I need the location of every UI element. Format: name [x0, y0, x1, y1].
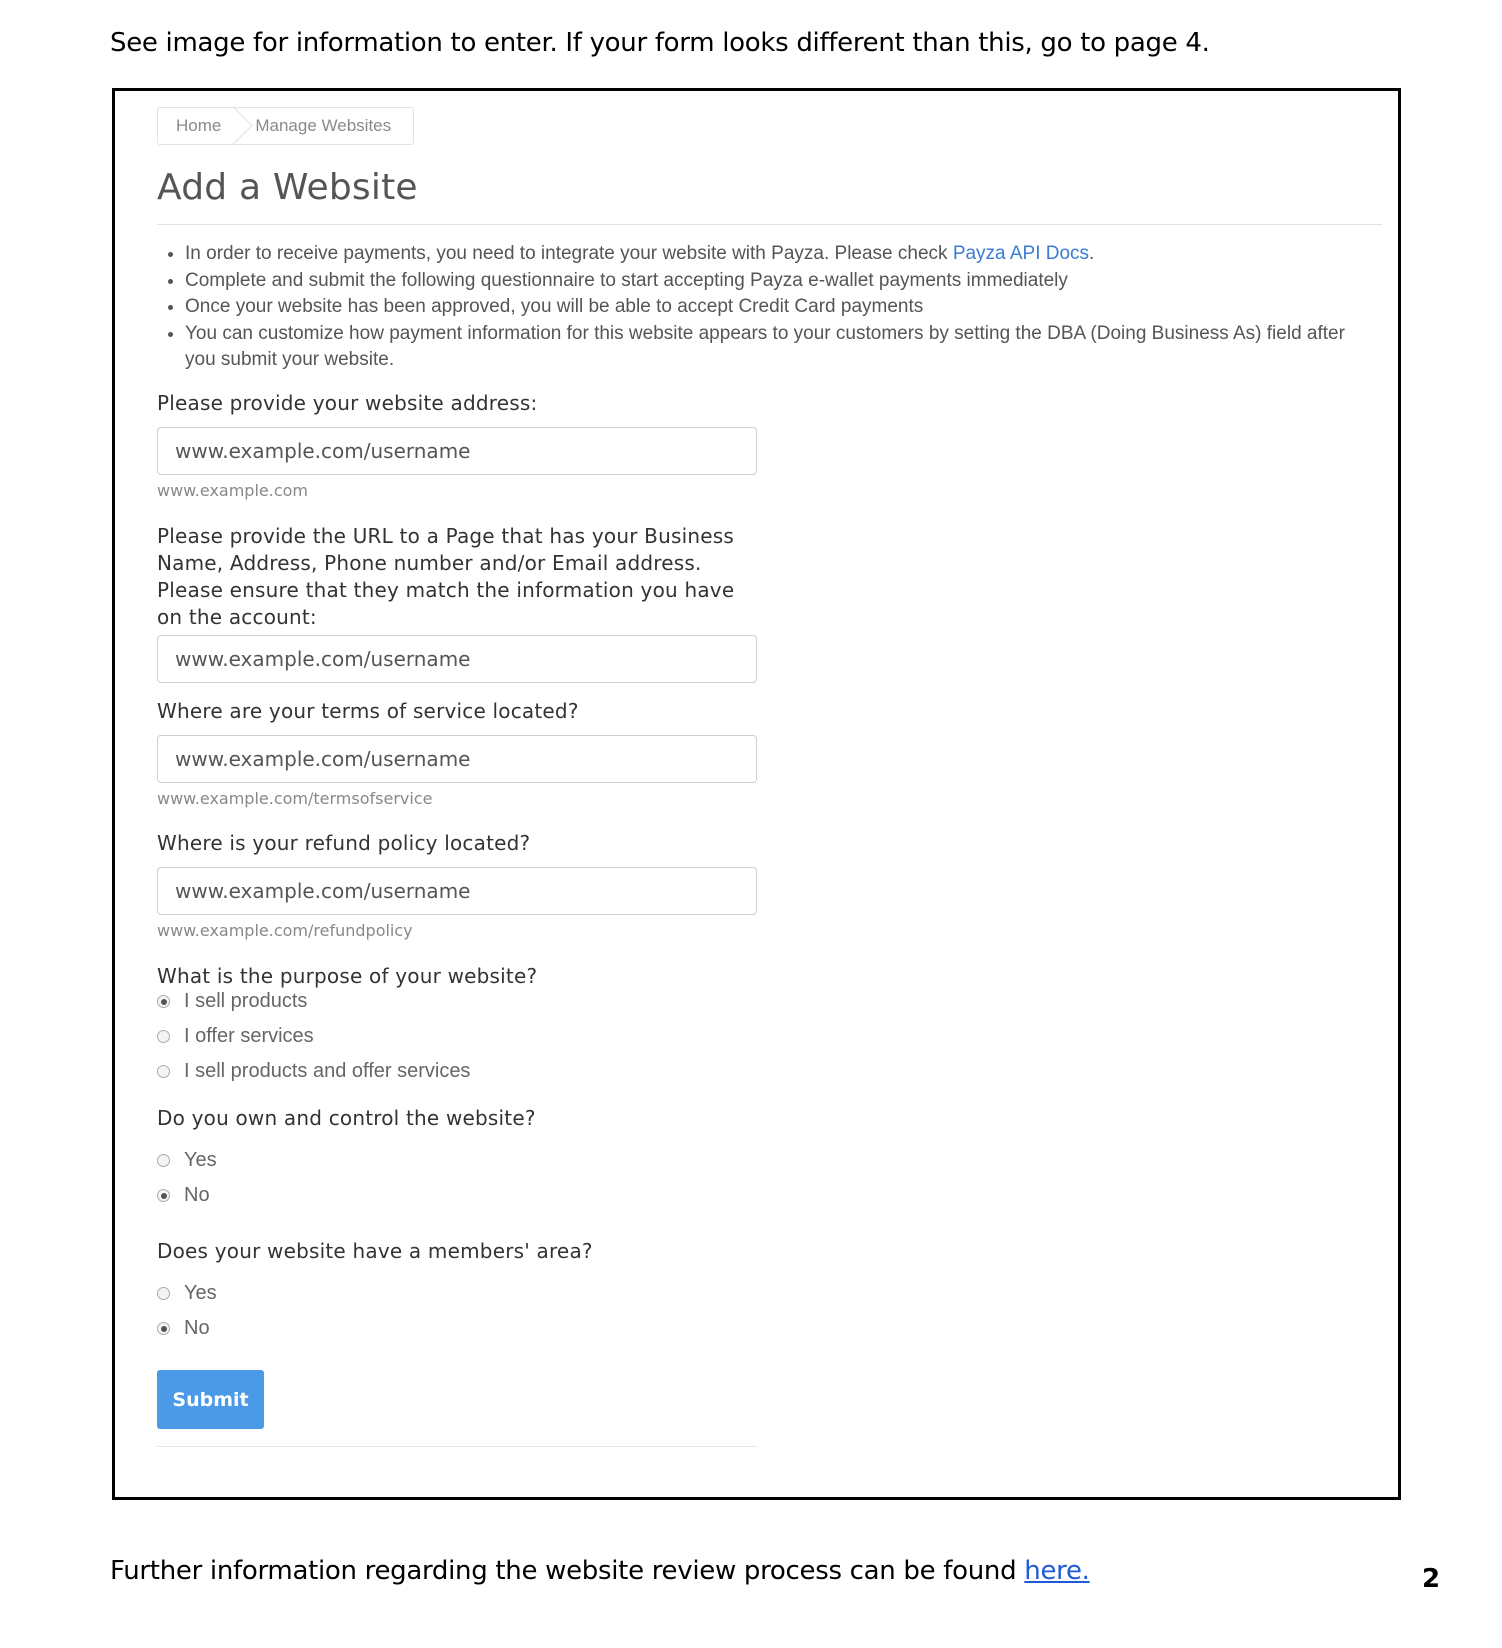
own-control-option-no[interactable]: [157, 1178, 217, 1213]
info-list: [157, 241, 1378, 374]
website-address-label: Please provide your website address:: [157, 391, 538, 415]
purpose-radio-group: [157, 984, 470, 1089]
refund-label: Where is your refund policy located?: [157, 831, 531, 855]
refund-help: www.example.com/refundpolicy: [157, 921, 413, 940]
title-divider: [157, 224, 1382, 225]
info-item: • Complete and submit the following questionnaire to start accepting Payza e-wallet payments immediately: [185, 268, 1378, 295]
page-title: Add a Website: [157, 167, 418, 208]
info-item-punctuation: .: [1089, 243, 1095, 264]
purpose-option[interactable]: [157, 1054, 470, 1089]
own-control-option-yes[interactable]: [157, 1143, 217, 1178]
terms-input[interactable]: www.example.com/username: [157, 735, 757, 783]
own-control-radio-group: [157, 1143, 217, 1213]
own-control-option-label: Yes: [184, 1149, 217, 1171]
info-item: • You can customize how payment information for this website appears to your customers by setting the DBA (Doing Business As) field after you submit your website.: [185, 321, 1378, 374]
business-page-label: Please provide the URL to a Page that has your Business Name, Address, Phone number and/or Email address. Please ensure that they match the information you have on the account:: [157, 524, 735, 629]
own-control-label: Do you own and control the website?: [157, 1106, 536, 1130]
members-area-option-label: No: [184, 1317, 210, 1339]
members-area-label: Does your website have a members' area?: [157, 1239, 593, 1263]
breadcrumb-home[interactable]: Home: [158, 108, 239, 144]
members-area-option-yes[interactable]: [157, 1276, 217, 1311]
website-address-help: www.example.com: [157, 481, 308, 500]
radio-selected-icon[interactable]: [157, 1322, 170, 1335]
radio-selected-icon[interactable]: [157, 995, 170, 1008]
breadcrumb-current[interactable]: Manage Websites: [255, 116, 392, 135]
submit-button[interactable]: Submit: [157, 1370, 264, 1429]
own-control-option-label: No: [184, 1184, 210, 1206]
breadcrumb: [157, 107, 414, 145]
page-number: 2: [1422, 1564, 1441, 1594]
purpose-option-label: I offer services: [184, 1025, 314, 1047]
purpose-label: What is the purpose of your website?: [157, 964, 538, 988]
purpose-option[interactable]: [157, 1019, 470, 1054]
refund-input[interactable]: www.example.com/username: [157, 867, 757, 915]
members-area-radio-group: [157, 1276, 217, 1346]
radio-icon[interactable]: [157, 1065, 170, 1078]
info-item: • Once your website has been approved, you will be able to accept Credit Card payments: [185, 294, 1378, 321]
payza-api-docs-link[interactable]: Payza API Docs: [952, 243, 1090, 264]
form-bottom-divider: [157, 1446, 757, 1447]
here-link[interactable]: here.: [1024, 1556, 1090, 1586]
info-item-text: In order to receive payments, you need to integrate your website with Payza. Please check: [185, 243, 948, 264]
purpose-option-label: I sell products: [184, 990, 308, 1012]
intro-text: See image for information to enter. If your form looks different than this, go to page 4.: [110, 28, 1210, 58]
radio-icon[interactable]: [157, 1154, 170, 1167]
terms-label: Where are your terms of service located?: [157, 699, 579, 723]
radio-icon[interactable]: [157, 1287, 170, 1300]
members-area-option-no[interactable]: [157, 1311, 217, 1346]
terms-help: www.example.com/termsofservice: [157, 789, 433, 808]
form-screenshot-frame: [112, 88, 1401, 1500]
form-container: [157, 107, 1378, 374]
business-page-input[interactable]: www.example.com/username: [157, 635, 757, 683]
website-address-input[interactable]: www.example.com/username: [157, 427, 757, 475]
members-area-option-label: Yes: [184, 1282, 217, 1304]
purpose-option[interactable]: [157, 984, 470, 1019]
purpose-option-label: I sell products and offer services: [184, 1060, 471, 1082]
radio-selected-icon[interactable]: [157, 1189, 170, 1202]
info-item: [185, 241, 1378, 268]
footer-sentence: Further information regarding the website review process can be found: [110, 1556, 1017, 1586]
footer-text: [110, 1556, 1090, 1586]
radio-icon[interactable]: [157, 1030, 170, 1043]
